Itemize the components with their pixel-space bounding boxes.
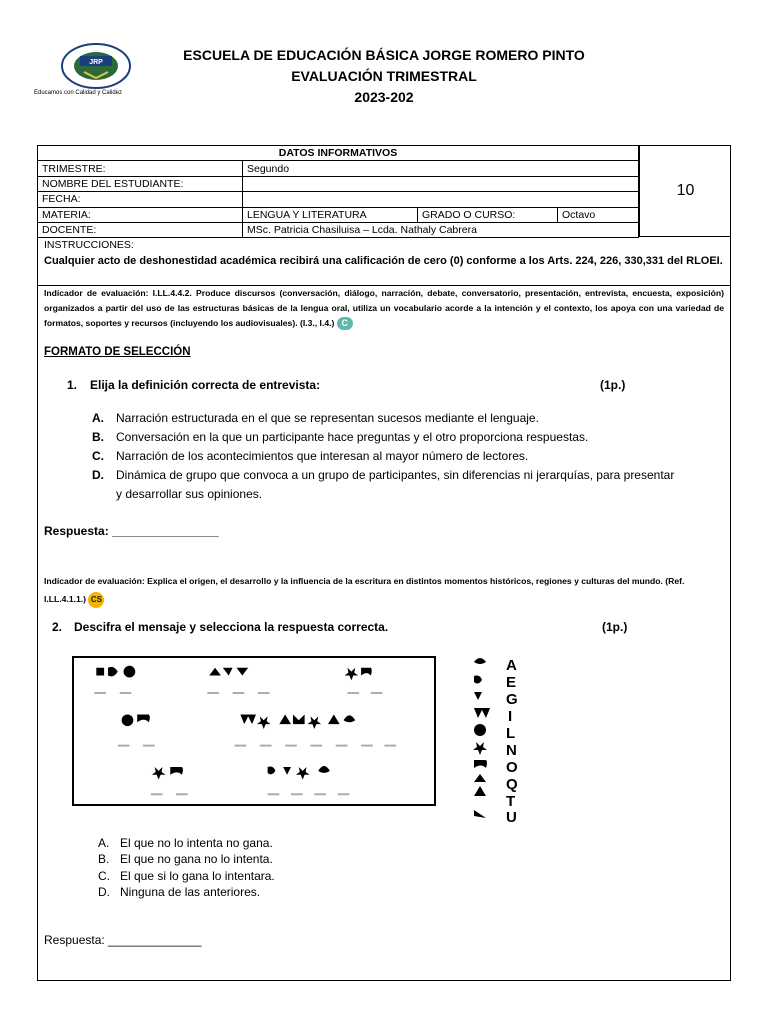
subject-label: MATERIA: (38, 207, 243, 222)
legend-letter-g: G (506, 691, 518, 708)
student-name-label: NOMBRE DEL ESTUDIANTE: (38, 176, 243, 191)
date-label: FECHA: (38, 192, 243, 207)
q1-option-c[interactable]: C. Narración de los acontecimientos que interesan al mayor número de lectores. (92, 449, 529, 463)
teacher-label: DOCENTE: (38, 222, 243, 237)
school-name: ESCUELA DE EDUCACIÓN BÁSICA JORGE ROMERO PINTO (183, 47, 585, 63)
q1-option-d[interactable]: D. Dinámica de grupo que convoca a un grupo de participantes, sin diferencias ni jerarquías, para presentar (92, 468, 675, 482)
legend-letter-l: L (506, 725, 516, 742)
competence-badge-icon: CS (88, 592, 104, 608)
question-1-text: Elija la definición correcta de entrevista: (90, 378, 321, 392)
grade-label: GRADO O CURSO: (418, 207, 558, 222)
legend-letter-i: I (508, 708, 513, 725)
legend-letter-n: N (506, 742, 517, 759)
teacher-value: MSc. Patricia Chasiluisa – Lcda. Nathaly Cabrera (243, 222, 639, 237)
legend-letter-t: T (506, 793, 516, 810)
q1-answer-line[interactable]: Respuesta: ________________ (44, 524, 219, 538)
q2-answer-line[interactable]: Respuesta: ______________ (44, 933, 202, 947)
trimestre-label: TRIMESTRE: (38, 161, 243, 176)
question-1-number: 1. (67, 378, 78, 392)
cipher-puzzle-image (72, 656, 436, 806)
q2-option-b[interactable]: B. El que no gana no lo intenta. (98, 852, 273, 866)
school-year: 2023-202 (354, 89, 414, 105)
question-1-points: (1p.) (600, 378, 626, 392)
question-2-number: 2. (52, 620, 63, 634)
student-name-field[interactable] (243, 176, 639, 191)
grade-value: Octavo (558, 207, 639, 222)
q2-option-c[interactable]: C. El que si lo gana lo intentara. (98, 869, 275, 883)
subject-value: LENGUA Y LITERATURA (243, 207, 418, 222)
legend-letter-q: Q (506, 776, 518, 793)
instructions-label: INSTRUCCIONES: (44, 239, 134, 251)
section-title: FORMATO DE SELECCIÓN (44, 346, 191, 358)
logo-caption: Educamos con Calidad y Calidez (34, 90, 123, 96)
question-2-text: Descifra el mensaje y selecciona la respuesta correcta. (74, 620, 389, 634)
legend-letter-o: O (506, 759, 518, 776)
legend-letter-u: U (506, 809, 517, 822)
instructions-text: Cualquier acto de deshonestidad académica recibirá una calificación de cero (0) conforme a los Arts. 224, 226, 330,331 del RLOEI. (44, 255, 723, 267)
score-box (639, 145, 731, 237)
score-value: 10 (676, 181, 695, 199)
question-2-points: (1p.) (602, 620, 628, 634)
indicator-2 (44, 572, 724, 608)
info-table-title: DATOS INFORMATIVOS (38, 146, 639, 161)
legend-letter-e: E (506, 674, 517, 691)
competence-badge-icon: C (337, 317, 353, 330)
date-field[interactable] (243, 192, 639, 207)
indicator-1 (44, 286, 724, 331)
q1-option-a[interactable]: A. Narración estructurada en el que se representan sucesos mediante el lenguaje. (92, 411, 539, 425)
q2-option-a[interactable]: A. El que no lo intenta no gana. (98, 836, 273, 850)
legend-letter-a: A (506, 657, 517, 674)
cipher-legend (470, 656, 530, 822)
exam-title: EVALUACIÓN TRIMESTRAL (291, 68, 477, 84)
trimestre-value: Segundo (243, 161, 639, 176)
info-table (37, 145, 639, 238)
q2-option-d[interactable]: D. Ninguna de las anteriores. (98, 885, 261, 899)
indicator-2-text: Indicador de evaluación: Explica el origen, el desarrollo y la influencia de la escritura en distintos momentos históricos, regiones y culturas del mundo. (Ref. I.LL.4.1.1.) (44, 576, 685, 604)
q1-option-d-continued: y desarrollar sus opiniones. (116, 487, 263, 501)
logo-text: JRP (89, 59, 103, 66)
indicator-1-text: Indicador de evaluación: I.LL.4.4.2. Produce discursos (conversación, diálogo, narración, debate, conversatorio, presentación, entrevista, encuesta, exposición) organizados a partir del uso de las estructuras básicas de la lengua oral, utiliza un vocabulario acorde a la intención y el contexto, los apoya con una variedad de formatos, soportes y recursos (incluyendo los audiovisuales). (I.3., I.4.) (44, 288, 724, 328)
q1-option-b[interactable]: B. Conversación en la que un participante hace preguntas y el otro proporciona respuestas. (92, 430, 589, 444)
